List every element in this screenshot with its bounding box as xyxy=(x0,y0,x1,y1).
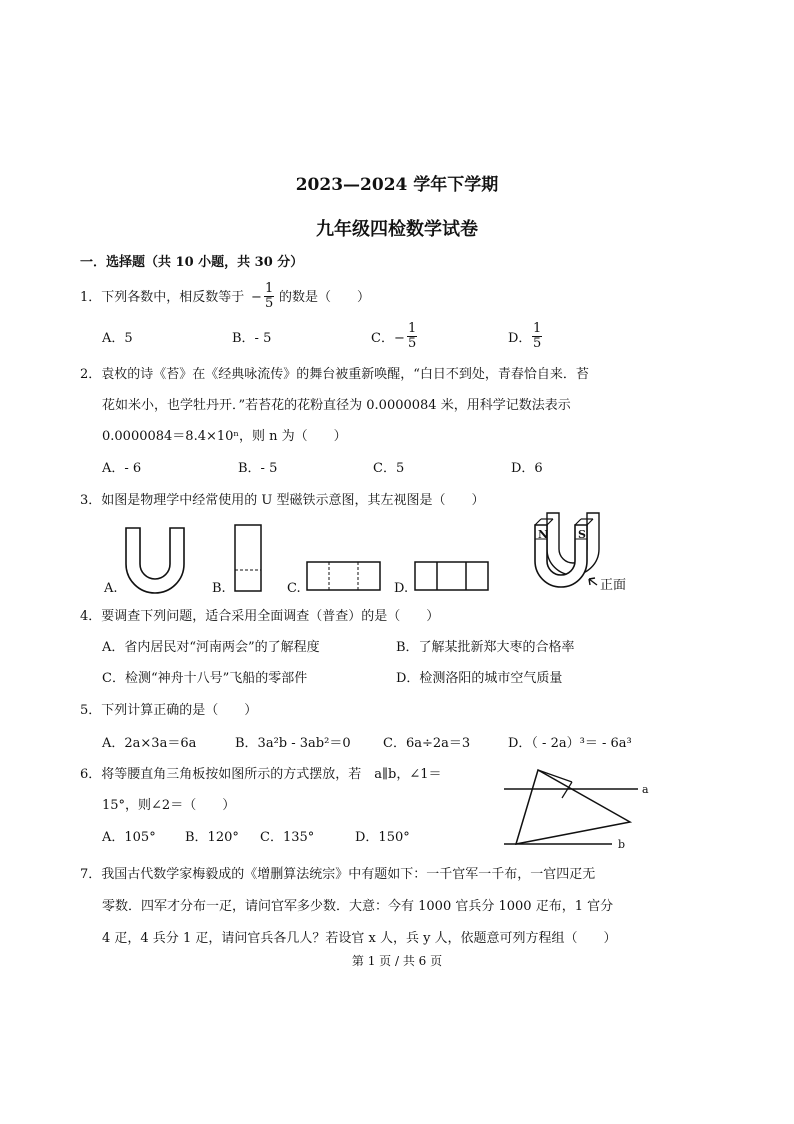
q6-option-a[interactable]: A．105° xyxy=(102,830,156,845)
q1-option-d-den: 5 xyxy=(533,336,542,351)
q1-option-c-neg: − xyxy=(394,331,405,346)
q3-option-b[interactable]: B. xyxy=(212,581,226,596)
q1-option-d-fraction xyxy=(532,322,542,351)
q1-option-a[interactable]: A．5 xyxy=(102,331,133,346)
q2-option-a[interactable]: A．- 6 xyxy=(102,461,142,476)
q2-line3: 0.0000084＝8.4×10ⁿ，则 n 为（ ） xyxy=(102,429,347,444)
q1-frac-den: 5 xyxy=(265,296,274,311)
q2-line2: 花如米小，也学牡丹开．”若苔花的花粉直径为 0.0000084 米，用科学记数法表示 xyxy=(102,398,571,413)
q1-option-d-label[interactable]: D． xyxy=(508,331,532,346)
q3-figure-b xyxy=(234,524,264,594)
q6-line2: 15°，则∠2＝（ ） xyxy=(102,798,236,813)
q6-triangle xyxy=(516,770,630,844)
q3-option-c[interactable]: C. xyxy=(287,581,301,596)
q7-line3: 4 疋，4 兵分 1 疋，请问官兵各几人？若设官 x 人，兵 y 人，依题意可列方程组（ ） xyxy=(102,931,617,946)
q1-option-b[interactable]: B．- 5 xyxy=(232,331,272,346)
q3-figure-d xyxy=(414,561,490,593)
exam-year-title: 2023—2024 学年下学期 xyxy=(295,175,499,195)
q5-option-c[interactable]: C．6a÷2a＝3 xyxy=(383,736,471,751)
section-heading: 一．选择题（共 10 小题，共 30 分） xyxy=(80,255,304,270)
q3-magnet-s: S xyxy=(578,528,586,541)
q1-fraction xyxy=(264,282,274,311)
q2-option-c[interactable]: C．5 xyxy=(373,461,405,476)
q6-option-d[interactable]: D．150° xyxy=(355,830,410,845)
q5-option-b[interactable]: B．3a²b - 3ab²＝0 xyxy=(235,736,351,751)
q3-option-d[interactable]: D. xyxy=(394,581,409,596)
q7-line2: 零数．四军才分布一疋，请问官军多少数．大意：今有 1000 官兵分 1000 疋布，1 官分 xyxy=(102,899,614,914)
q2-line1: 2．袁枚的诗《苔》在《经典咏流传》的舞台被重新唤醒，“白日不到处，青春恰自来．苔 xyxy=(80,367,589,382)
q1-stem-post: 的数是（ ） xyxy=(279,290,371,305)
q6-triangle-figure xyxy=(500,764,660,854)
page-number: 第 1 页 / 共 6 页 xyxy=(351,954,443,968)
q5-option-a[interactable]: A．2a×3a＝6a xyxy=(102,736,197,751)
q4-option-a[interactable]: A．省内居民对“河南两会”的了解程度 xyxy=(102,640,320,655)
q1-option-c-label[interactable]: C． xyxy=(371,331,394,346)
q4-option-d[interactable]: D．检测洛阳的城市空气质量 xyxy=(396,671,563,686)
q3-figure-c xyxy=(306,561,382,593)
q3-option-a[interactable]: A. xyxy=(104,581,118,596)
q6-option-b[interactable]: B．120° xyxy=(185,830,239,845)
q6-label-b: b xyxy=(618,838,626,851)
q1-option-c-den: 5 xyxy=(408,336,417,351)
q1-neg-sign: − xyxy=(251,290,262,305)
q3-figure-a xyxy=(124,526,186,594)
q2-option-d[interactable]: D．6 xyxy=(511,461,543,476)
q6-option-c[interactable]: C．135° xyxy=(260,830,315,845)
q4-option-c[interactable]: C．检测“神舟十八号”飞船的零部件 xyxy=(102,671,308,686)
q6-label-a: a xyxy=(642,783,649,796)
q1-option-c-fraction xyxy=(407,322,417,351)
q3-magnet-n: N xyxy=(538,528,549,541)
exam-title: 九年级四检数学试卷 xyxy=(316,219,478,240)
q5-option-d[interactable]: D．（ - 2a）³＝ - 6a³ xyxy=(508,736,632,751)
q3-stem: 3．如图是物理学中经常使用的 U 型磁铁示意图，其左视图是（ ） xyxy=(80,493,485,508)
q7-line1: 7．我国古代数学家梅毅成的《增删算法统宗》中有题如下：一千官军一千布，一官四疋无 xyxy=(80,867,596,882)
q4-option-b[interactable]: B．了解某批新郑大枣的合格率 xyxy=(396,640,575,655)
q3-front-label: 正面 xyxy=(600,578,627,593)
q6-line1: 6．将等腰直角三角板按如图所示的方式摆放，若 a∥b，∠1＝ xyxy=(80,767,442,782)
q1-frac-num: 1 xyxy=(265,281,274,296)
q4-stem: 4．要调查下列问题，适合采用全面调查（普查）的是（ ） xyxy=(80,609,440,624)
q2-option-b[interactable]: B．- 5 xyxy=(238,461,278,476)
q1-stem-pre: 1．下列各数中，相反数等于 xyxy=(80,290,245,305)
q1-option-c-num: 1 xyxy=(408,321,417,336)
q1-option-d-num: 1 xyxy=(533,321,542,336)
q5-stem: 5．下列计算正确的是（ ） xyxy=(80,703,258,718)
